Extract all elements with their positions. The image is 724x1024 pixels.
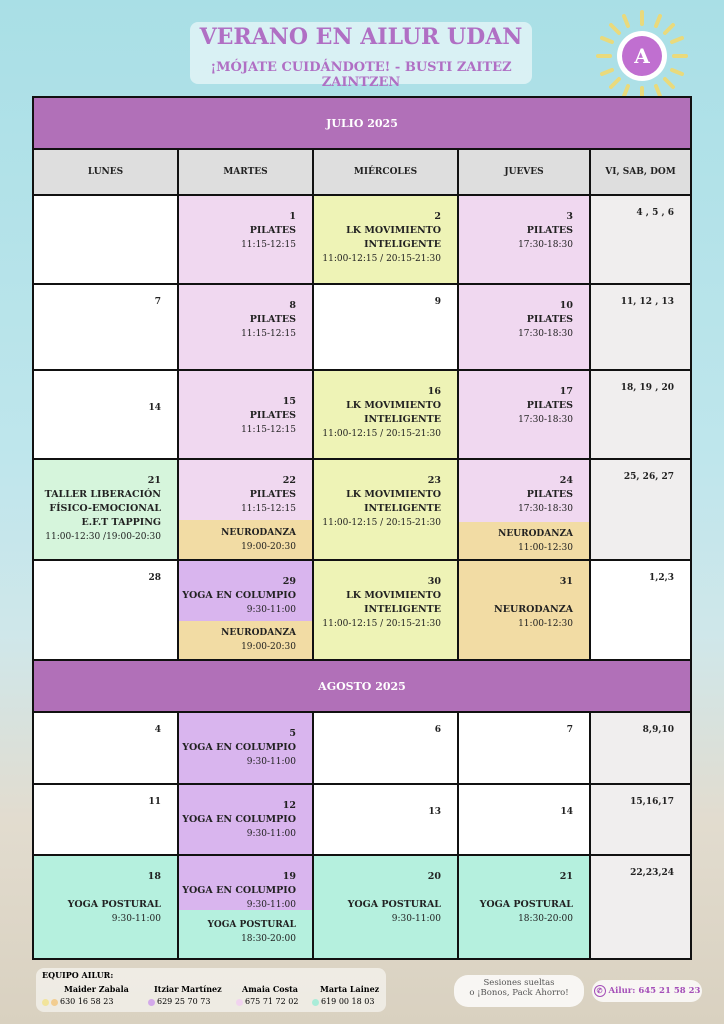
day-header-monday: LUNES bbox=[34, 150, 177, 194]
member-name: Amaia Costa bbox=[242, 984, 298, 994]
day-cell bbox=[179, 371, 312, 458]
day-cell bbox=[591, 196, 690, 283]
page-subtitle: ¡MÓJATE CUIDÁNDOTE! - BUSTI ZAITEZ ZAINTZEN bbox=[210, 60, 512, 90]
page-title: VERANO EN AILUR UDAN bbox=[199, 24, 523, 50]
member-phone: 675 71 72 02 bbox=[236, 997, 298, 1006]
day-number: 9 bbox=[434, 297, 441, 307]
day-cell bbox=[179, 785, 312, 854]
day-number: 11 bbox=[148, 797, 161, 807]
day-cell bbox=[314, 371, 457, 458]
member-name: Marta Lainez bbox=[320, 984, 380, 994]
day-cell bbox=[459, 713, 589, 783]
weekend-dates: 11, 12 , 13 bbox=[620, 297, 674, 307]
day-number: 14 bbox=[148, 403, 161, 413]
day-cell bbox=[314, 561, 457, 659]
weekend-dates: 22,23,24 bbox=[630, 868, 674, 878]
weekend-dates: 8,9,10 bbox=[642, 725, 674, 735]
month-header-july: JULIO 2025 bbox=[34, 98, 690, 148]
phone-icon: ✆ bbox=[594, 985, 606, 997]
day-number: 28 bbox=[148, 573, 161, 583]
event: 15 PILATES 11:15-12:15 bbox=[241, 396, 296, 435]
day-cell bbox=[591, 285, 690, 369]
event: 19 YOGA EN COLUMPIO 9:30-11:00 bbox=[182, 871, 296, 910]
event: 20 YOGA POSTURAL 9:30-11:00 bbox=[347, 871, 441, 924]
weekend-dates: 15,16,17 bbox=[630, 797, 674, 807]
weekend-dates: 4 , 5 , 6 bbox=[636, 208, 674, 218]
member-name: Itziar Martínez bbox=[154, 984, 222, 994]
event: 29 YOGA EN COLUMPIO 9:30-11:00 bbox=[182, 576, 296, 615]
day-cell bbox=[314, 285, 457, 369]
event: YOGA POSTURAL 18:30-20:00 bbox=[179, 910, 312, 958]
day-cell bbox=[591, 785, 690, 854]
day-number: 13 bbox=[428, 807, 441, 817]
day-header-wednesday: MIÉRCOLES bbox=[314, 150, 457, 194]
day-cell bbox=[34, 371, 177, 458]
day-cell bbox=[459, 371, 589, 458]
day-cell bbox=[459, 460, 589, 559]
sessions-note: Sesiones sueltas o ¡Bonos, Pack Ahorro! bbox=[454, 975, 584, 1007]
event: 12 YOGA EN COLUMPIO 9:30-11:00 bbox=[182, 800, 296, 839]
event: 10 PILATES 17:30-18:30 bbox=[518, 300, 573, 339]
day-cell bbox=[34, 285, 177, 369]
day-cell bbox=[34, 561, 177, 659]
event: 30 LK MOVIMIENTO INTELIGENTE 11:00-12:15 / 20:15-21:30 bbox=[322, 576, 441, 629]
day-cell bbox=[34, 856, 177, 958]
event: NEURODANZA 11:00-12:30 bbox=[459, 522, 589, 559]
event: 2 LK MOVIMIENTO INTELIGENTE 11:00-12:15 / 20:15-21:30 bbox=[322, 211, 441, 264]
weekend-dates: 1,2,3 bbox=[648, 573, 674, 583]
day-cell bbox=[591, 460, 690, 559]
contact-phone[interactable]: ✆ Ailur: 645 21 58 23 bbox=[592, 980, 702, 1002]
day-header-thursday: JUEVES bbox=[459, 150, 589, 194]
svg-text:A: A bbox=[634, 44, 650, 68]
day-cell bbox=[459, 856, 589, 958]
calendar-grid bbox=[32, 96, 692, 960]
day-cell bbox=[34, 713, 177, 783]
day-number: 4 bbox=[154, 725, 161, 735]
event: 3 PILATES 17:30-18:30 bbox=[518, 211, 573, 250]
day-cell bbox=[179, 856, 312, 958]
day-cell bbox=[179, 561, 312, 659]
event: 22 PILATES 11:15-12:15 bbox=[241, 475, 296, 514]
member-phone: 630 16 58 23 bbox=[42, 997, 113, 1006]
day-cell bbox=[459, 785, 589, 854]
day-cell bbox=[314, 196, 457, 283]
event: 21 YOGA POSTURAL 18:30-20:00 bbox=[479, 871, 573, 924]
day-cell bbox=[591, 856, 690, 958]
day-cell bbox=[459, 196, 589, 283]
day-cell bbox=[459, 285, 589, 369]
day-cell bbox=[591, 561, 690, 659]
event: 8 PILATES 11:15-12:15 bbox=[241, 300, 296, 339]
day-number: 14 bbox=[560, 807, 573, 817]
day-cell bbox=[591, 371, 690, 458]
day-cell bbox=[34, 785, 177, 854]
day-cell bbox=[179, 196, 312, 283]
event: 31 NEURODANZA 11:00-12:30 bbox=[494, 576, 573, 629]
ailur-logo-icon bbox=[594, 8, 690, 104]
event: 21 TALLER LIBERACIÓN FÍSICO-EMOCIONAL E.F.T TAPPING 11:00-12:30 /19:00-20:30 bbox=[44, 475, 161, 542]
day-cell bbox=[34, 460, 177, 559]
day-cell bbox=[179, 713, 312, 783]
event: NEURODANZA 19:00-20:30 bbox=[179, 621, 312, 659]
event: NEURODANZA 19:00-20:30 bbox=[179, 520, 312, 559]
event: 1 PILATES 11:15-12:15 bbox=[241, 211, 296, 250]
member-name: Maider Zabala bbox=[64, 984, 129, 994]
day-cell bbox=[314, 785, 457, 854]
day-number: 7 bbox=[566, 725, 573, 735]
day-cell bbox=[34, 196, 177, 283]
event: 5 YOGA EN COLUMPIO 9:30-11:00 bbox=[182, 728, 296, 767]
day-header-tuesday: MARTES bbox=[179, 150, 312, 194]
team-title: EQUIPO AILUR: bbox=[42, 970, 114, 980]
event: 24 PILATES 17:30-18:30 bbox=[518, 475, 573, 514]
title-banner bbox=[190, 22, 532, 90]
month-header-august: AGOSTO 2025 bbox=[34, 661, 690, 711]
day-cell bbox=[179, 285, 312, 369]
event: 16 LK MOVIMIENTO INTELIGENTE 11:00-12:15 / 20:15-21:30 bbox=[322, 386, 441, 439]
day-cell bbox=[179, 460, 312, 559]
team-footer bbox=[36, 968, 386, 1012]
day-cell bbox=[314, 713, 457, 783]
member-phone: 629 25 70 73 bbox=[148, 997, 210, 1006]
day-cell bbox=[591, 713, 690, 783]
day-number: 7 bbox=[154, 297, 161, 307]
weekend-dates: 25, 26, 27 bbox=[623, 472, 674, 482]
day-cell bbox=[459, 561, 589, 659]
day-number: 6 bbox=[434, 725, 441, 735]
weekend-dates: 18, 19 , 20 bbox=[620, 383, 674, 393]
event: 17 PILATES 17:30-18:30 bbox=[518, 386, 573, 425]
event: 18 YOGA POSTURAL 9:30-11:00 bbox=[67, 871, 161, 924]
day-cell bbox=[314, 856, 457, 958]
event: 23 LK MOVIMIENTO INTELIGENTE 11:00-12:15 / 20:15-21:30 bbox=[322, 475, 441, 528]
day-cell bbox=[314, 460, 457, 559]
member-phone: 619 00 18 03 bbox=[312, 997, 374, 1006]
day-header-weekend: VI, SAB, DOM bbox=[591, 150, 690, 194]
